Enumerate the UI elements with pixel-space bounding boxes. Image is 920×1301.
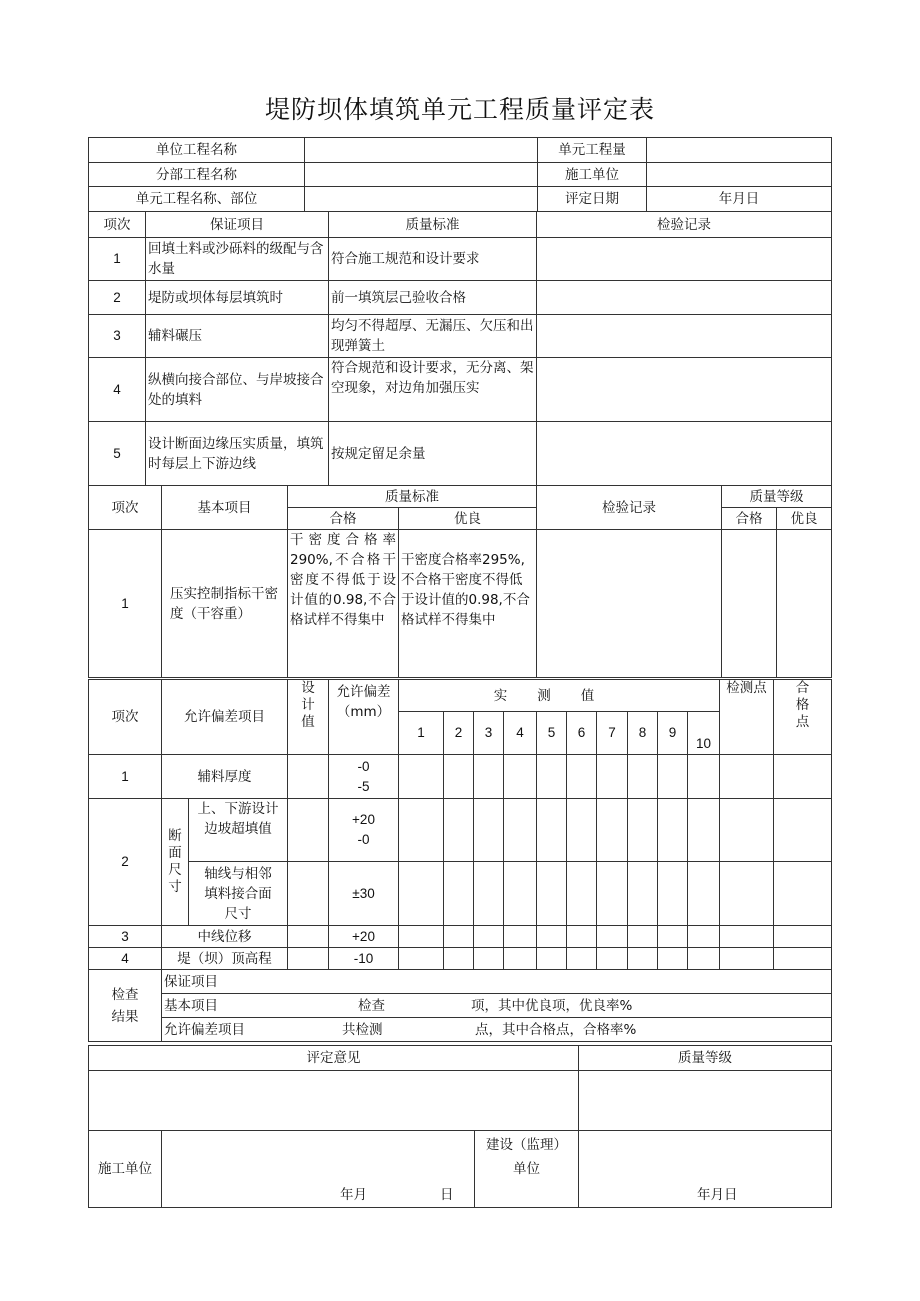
- tolerance-upper: +20: [352, 812, 375, 827]
- measured-cell[interactable]: [567, 926, 597, 948]
- deviation-table: [88, 679, 832, 970]
- measured-cell[interactable]: [567, 755, 597, 799]
- guarantee-table: [88, 211, 832, 486]
- measured-cell[interactable]: [567, 799, 597, 862]
- measured-cell[interactable]: [474, 948, 504, 970]
- measured-cell[interactable]: [658, 755, 688, 799]
- results-basic-label: 基本项目: [164, 997, 218, 1014]
- deviation-row-item: 上、下游设计边坡超填值: [189, 799, 288, 862]
- guarantee-row-standard: 符合规范和设计要求，无分离、架空现象，对边角加强压实: [329, 358, 537, 422]
- measured-cell[interactable]: [537, 862, 567, 926]
- measured-cell[interactable]: [444, 755, 474, 799]
- measured-cell[interactable]: [537, 755, 567, 799]
- basic-row-record[interactable]: [537, 530, 722, 678]
- basic-table: [88, 485, 832, 678]
- measured-cell[interactable]: [504, 862, 537, 926]
- results-basic: [162, 994, 832, 1018]
- deviation-col-header: 9: [658, 712, 688, 755]
- measured-cell[interactable]: [567, 862, 597, 926]
- measured-cell[interactable]: [474, 926, 504, 948]
- measured-cell[interactable]: [597, 862, 628, 926]
- measured-cell[interactable]: [399, 948, 444, 970]
- basic-header-no: 项次: [89, 486, 162, 530]
- deviation-row-no: 4: [89, 948, 162, 970]
- basic-row-grade-pass[interactable]: [722, 530, 777, 678]
- deviation-header-design-text: 设计值: [301, 680, 315, 730]
- header-table: [88, 137, 832, 212]
- measured-cell[interactable]: [658, 926, 688, 948]
- tolerance-lower: -0: [357, 832, 370, 847]
- deviation-row-item: 中线位移: [162, 926, 288, 948]
- measured-cell[interactable]: [504, 799, 537, 862]
- deviation-header-points: 检测点: [720, 680, 774, 755]
- deviation-row-design[interactable]: [288, 799, 329, 862]
- deviation-header-allow: 允许偏差（mm）: [329, 680, 399, 755]
- basic-row-item: 压实控制指标干密度（干容重）: [162, 530, 288, 678]
- construction-unit-field[interactable]: [647, 163, 832, 187]
- basic-header-grade: 质量等级: [722, 486, 832, 508]
- measured-cell[interactable]: [399, 755, 444, 799]
- measured-cell[interactable]: [628, 799, 658, 862]
- measured-cell[interactable]: [444, 862, 474, 926]
- pass-points-cell[interactable]: [774, 755, 832, 799]
- deviation-col-header: 3: [474, 712, 504, 755]
- page-title: 堤防坝体填筑单元工程质量评定表: [264, 95, 655, 124]
- results-basic-check: 检查: [358, 997, 385, 1014]
- deviation-row-design[interactable]: [288, 926, 329, 948]
- deviation-row-design[interactable]: [288, 862, 329, 926]
- guarantee-row-item: 辅料碾压: [146, 315, 329, 358]
- deviation-row-design[interactable]: [288, 948, 329, 970]
- pass-points-cell[interactable]: [774, 799, 832, 862]
- deviation-col-header: 4: [504, 712, 537, 755]
- guarantee-header-item: 保证项目: [146, 212, 329, 238]
- measured-cell[interactable]: [504, 926, 537, 948]
- measured-cell[interactable]: [399, 926, 444, 948]
- deviation-header-measured-text: 实测值: [493, 687, 625, 704]
- measured-cell[interactable]: [444, 799, 474, 862]
- basic-header-grade-good: 优良: [777, 508, 832, 530]
- measured-cell[interactable]: [474, 799, 504, 862]
- guarantee-row-standard: 按规定留足余量: [329, 422, 537, 486]
- measured-cell[interactable]: [597, 926, 628, 948]
- measured-cell[interactable]: [474, 755, 504, 799]
- points-cell[interactable]: [720, 755, 774, 799]
- points-cell[interactable]: [720, 948, 774, 970]
- basic-row-good-standard: 干密度合格率295%,不合格干密度不得低于设计值的0.98,不合格试样不得集中: [399, 530, 537, 678]
- guarantee-row-standard: 前一填筑层己验收合格: [329, 281, 537, 315]
- deviation-row-item: 轴线与相邻填料接合面尺寸: [189, 862, 288, 926]
- unit-quantity-label: 单元工程量: [538, 138, 647, 163]
- quality-grade-header: 质量等级: [579, 1046, 832, 1071]
- section-size-label: [162, 799, 189, 926]
- deviation-header-pass-points: [774, 680, 832, 755]
- basic-header-standard: 质量标准: [288, 486, 537, 508]
- deviation-col-header: 10: [688, 712, 720, 755]
- measured-cell[interactable]: [597, 948, 628, 970]
- results-guarantee: 保证项目: [162, 970, 832, 994]
- measured-cell[interactable]: [399, 862, 444, 926]
- tolerance-lower: -5: [357, 778, 370, 794]
- guarantee-row-record[interactable]: [537, 422, 832, 486]
- guarantee-row-record[interactable]: [537, 358, 832, 422]
- supervisor-sign-area[interactable]: [579, 1131, 832, 1208]
- section-size-text: 断面尺寸: [168, 828, 182, 895]
- pass-points-cell[interactable]: [774, 862, 832, 926]
- pass-points-cell[interactable]: [774, 926, 832, 948]
- results-label-text: 检查结果: [111, 986, 139, 1025]
- deviation-row-tolerance: -10: [329, 948, 399, 970]
- guarantee-row-record[interactable]: [537, 315, 832, 358]
- measured-cell[interactable]: [567, 948, 597, 970]
- measured-cell[interactable]: [597, 799, 628, 862]
- unit-project-name-field[interactable]: [305, 138, 538, 163]
- measured-cell[interactable]: [597, 755, 628, 799]
- basic-header-pass: 合格: [288, 508, 399, 530]
- guarantee-row-no: 1: [89, 238, 146, 281]
- points-cell[interactable]: [720, 799, 774, 862]
- guarantee-row-item: 设计断面边缘压实质量，填筑时每层上下游边线: [146, 422, 329, 486]
- deviation-row-no: 3: [89, 926, 162, 948]
- results-deviation-tail: 点，其中合格点，合格率%: [475, 1021, 637, 1038]
- measured-cell[interactable]: [628, 926, 658, 948]
- measured-cell[interactable]: [688, 926, 720, 948]
- element-name-field[interactable]: [305, 187, 538, 212]
- pass-points-cell[interactable]: [774, 948, 832, 970]
- guarantee-row-no: 2: [89, 281, 146, 315]
- deviation-col-header: 2: [444, 712, 474, 755]
- basic-header-grade-pass: 合格: [722, 508, 777, 530]
- sub-project-name-field[interactable]: [305, 163, 538, 187]
- measured-cell[interactable]: [628, 948, 658, 970]
- measured-cell[interactable]: [444, 926, 474, 948]
- deviation-header-pass-points-text: 合格点: [795, 680, 810, 730]
- supervisor-date: 年月日: [697, 1187, 738, 1203]
- deviation-row-item: 堤（坝）顶高程: [162, 948, 288, 970]
- basic-row-no: 1: [89, 530, 162, 678]
- construction-date-ym: 年月: [340, 1187, 367, 1203]
- construction-unit-footer-label: 施工单位: [89, 1131, 162, 1208]
- guarantee-row-standard: 均匀不得超厚、无漏压、欠压和出现弹簧土: [329, 315, 537, 358]
- guarantee-header-record: 检验记录: [537, 212, 832, 238]
- deviation-col-header: 7: [597, 712, 628, 755]
- deviation-header-design: [288, 680, 329, 755]
- measured-cell[interactable]: [628, 862, 658, 926]
- deviation-col-header: 5: [537, 712, 567, 755]
- unit-quantity-field[interactable]: [647, 138, 832, 163]
- points-cell[interactable]: [720, 926, 774, 948]
- results-label: [89, 970, 162, 1042]
- measured-cell[interactable]: [537, 948, 567, 970]
- measured-cell[interactable]: [688, 755, 720, 799]
- results-deviation-label: 允许偏差项目: [164, 1021, 245, 1038]
- results-table: [88, 969, 832, 1042]
- guarantee-row-no: 5: [89, 422, 146, 486]
- deviation-row-item: 辅料厚度: [162, 755, 288, 799]
- results-deviation: [162, 1018, 832, 1042]
- construction-date-d: 日: [440, 1187, 454, 1203]
- deviation-row-tolerance: ±30: [329, 862, 399, 926]
- sub-project-name-label: 分部工程名称: [89, 163, 305, 187]
- measured-cell[interactable]: [399, 799, 444, 862]
- deviation-col-header: 1: [399, 712, 444, 755]
- opinion-header: 评定意见: [89, 1046, 579, 1071]
- quality-grade-field[interactable]: [579, 1071, 832, 1131]
- eval-date-field[interactable]: 年月日: [647, 187, 832, 212]
- deviation-header-item: 允许偏差项目: [162, 680, 288, 755]
- deviation-row-no: 2: [89, 799, 162, 926]
- deviation-row-design[interactable]: [288, 755, 329, 799]
- deviation-header-measured: [399, 680, 720, 712]
- footer-table: [88, 1045, 832, 1208]
- measured-cell[interactable]: [688, 948, 720, 970]
- deviation-row-tolerance: [329, 755, 399, 799]
- results-basic-tail: 项，其中优良项，优良率%: [471, 997, 633, 1014]
- basic-header-good: 优良: [399, 508, 537, 530]
- basic-header-record: 检验记录: [537, 486, 722, 530]
- measured-cell[interactable]: [474, 862, 504, 926]
- measured-cell[interactable]: [504, 755, 537, 799]
- measured-cell[interactable]: [537, 926, 567, 948]
- guarantee-header-no: 项次: [89, 212, 146, 238]
- deviation-header-no: 项次: [89, 680, 162, 755]
- points-cell[interactable]: [720, 862, 774, 926]
- measured-cell[interactable]: [688, 799, 720, 862]
- measured-cell[interactable]: [628, 755, 658, 799]
- basic-header-item: 基本项目: [162, 486, 288, 530]
- measured-cell[interactable]: [444, 948, 474, 970]
- guarantee-row-item: 堤防或坝体每层填筑时: [146, 281, 329, 315]
- construction-unit-label: 施工单位: [538, 163, 647, 187]
- guarantee-row-no: 4: [89, 358, 146, 422]
- tolerance-upper: -0: [357, 758, 370, 774]
- guarantee-row-no: 3: [89, 315, 146, 358]
- guarantee-row-item: 回填土料或沙砾料的级配与含水量: [146, 238, 329, 281]
- eval-date-label: 评定日期: [538, 187, 647, 212]
- opinion-field[interactable]: [89, 1071, 579, 1131]
- construction-sign-area[interactable]: [162, 1131, 475, 1208]
- measured-cell[interactable]: [537, 799, 567, 862]
- supervisor-unit-label: 建设（监理）单位: [475, 1131, 579, 1208]
- guarantee-row-item: 纵横向接合部位、与岸坡接合处的填料: [146, 358, 329, 422]
- measured-cell[interactable]: [658, 948, 688, 970]
- guarantee-row-record[interactable]: [537, 238, 832, 281]
- guarantee-header-standard: 质量标准: [329, 212, 537, 238]
- deviation-row-tolerance: [329, 799, 399, 862]
- deviation-col-header: 6: [567, 712, 597, 755]
- measured-cell[interactable]: [688, 862, 720, 926]
- guarantee-row-standard: 符合施工规范和设计要求: [329, 238, 537, 281]
- deviation-col-header: 8: [628, 712, 658, 755]
- basic-row-grade-good[interactable]: [777, 530, 832, 678]
- results-deviation-check: 共检测: [342, 1021, 383, 1038]
- basic-row-pass-standard: 干密度合格率290%,不合格干密度不得低于设计值的0.98,不合格试样不得集中: [288, 530, 399, 678]
- measured-cell[interactable]: [504, 948, 537, 970]
- element-name-label: 单元工程名称、部位: [89, 187, 305, 212]
- unit-project-name-label: 单位工程名称: [89, 138, 305, 163]
- measured-cell[interactable]: [658, 862, 688, 926]
- deviation-row-no: 1: [89, 755, 162, 799]
- guarantee-row-record[interactable]: [537, 281, 832, 315]
- deviation-row-tolerance: +20: [329, 926, 399, 948]
- measured-cell[interactable]: [658, 799, 688, 862]
